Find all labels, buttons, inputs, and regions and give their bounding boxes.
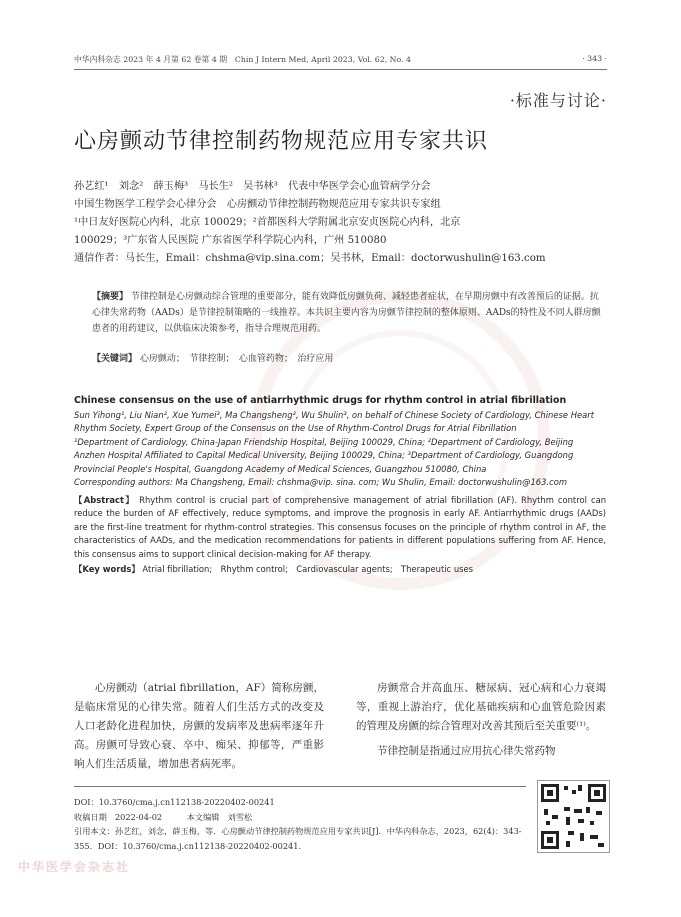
keywords-label: 【关键词】 [92, 354, 138, 364]
doi-line: DOI：10.3760/cma.j.cn112138-20220402-00241 [74, 797, 275, 807]
english-abstract [74, 494, 606, 562]
affiliation-line: 100029；³广东省人民医院 广东省医学科学院心内科，广州 510080 [74, 235, 387, 246]
received-line: 收稿日期 2022-04-02 本文编辑 刘雪松 [74, 811, 253, 822]
affiliation-line: ¹中日友好医院心内科，北京 100029；²首都医科大学附属北京安贞医院心内科，北京 [74, 217, 461, 228]
english-title: Chinese consensus on the use of antiarrhythmic drugs for rhythm control in atrial fibrillation [74, 395, 567, 406]
qr-code [537, 780, 610, 853]
english-affiliations: ¹Department of Cardiology, China-Japan Friendship Hospital, Beijing 100029, China; ²Department of Cardiology, Beijing Anzhen Hospital Affiliated to Capital Medical University, Beijing 100029, China; ³Department of Cardiology, Guangdong Provincial People's Hospital, Guangdong Academy of Medical Sciences, Guangzhou 510080, China [74, 436, 574, 474]
page-number: · 343 · [582, 54, 607, 63]
abstract-text: 节律控制是心房颤动综合管理的重要部分，能有效降低房颤负荷、减轻患者症状，在早期房颤中有改善预后的证据。抗心律失常药物（AADs）是节律控制策略的一线推荐。本共识主要内容为房颤节律控制的整体原则、AADs的特性及不同人群房颤患者的用药建议，以供临床决策参考，指导合理规范用药。 [92, 292, 601, 334]
abstract-label: 【摘要】 [92, 292, 129, 302]
publisher-logo: 中华医学会杂志社 [18, 860, 131, 874]
body-paragraph: 房颤常合并高血压、糖尿病、冠心病和心力衰竭等，重视上游治疗，优化基础疾病和心血管危险因素的管理及房颤的综合管理对改善其预后至关重要⁽¹⁾。 [356, 682, 606, 732]
chinese-abstract [92, 289, 604, 337]
corresponding-line: 通信作者：马长生，Email：chshma@vip.sina.com；吴书林，Email：doctorwushulin@163.com [74, 253, 546, 264]
section-label: ·标准与讨论· [509, 91, 607, 110]
english-authors: Sun Yihong¹, Liu Nian², Xue Yumei³, Ma Changsheng², Wu Shulin³, on behalf of Chinese Society of Cardiology, Chinese Heart Rhythm Society, Expert Group of the Consensus on the Use of Rhythm-Control Drugs for Atrial Fibrillation [74, 409, 594, 433]
english-abstract-text: Rhythm control is crucial part of comprehensive management of atrial fibrillation (AF). Rhythm control can reduce the burden of AF effectively, reduce symptoms, and improve the prognosis in early AF. Antiarrhythmic drugs (AADs) are the first-line treatment for rhythm-control strategies. This consensus focuses on the principle of rhythm control in AF, the characteristics of AADs, and the medication recommendations for patients in different populations suffering from AF. Hence, this consensus aims to support clinical decision-making for AF therapy. [74, 494, 607, 559]
article-title: 心房颤动节律控制药物规范应用专家共识 [74, 129, 489, 154]
header-rule [74, 69, 607, 70]
author-line: 孙艺红¹ 刘念² 薛玉梅³ 马长生² 吴书林³ 代表中华医学会心血管病学分会 [74, 181, 431, 192]
english-abstract-block [74, 394, 606, 577]
english-abstract-label: 【Abstract】 [74, 494, 136, 505]
english-keywords [74, 563, 606, 577]
author-line: 中国生物医学工程学会心律分会 心房颤动节律控制药物规范应用专家共识专家组 [74, 199, 441, 210]
journal-line: 中华内科杂志 2023 年 4 月第 62 卷第 4 期 Chin J Intern Med, April 2023, Vol. 62, No. 4 [74, 55, 411, 64]
keywords-text: 心房颤动； 节律控制； 心血管药物； 治疗应用 [139, 354, 334, 364]
body-column-1: 心房颤动（atrial fibrillation，AF）简称房颤，是临床常见的心律失常。随着人们生活方式的改变及人口老龄化进程加快，房颤的发病率及患病率逐年升高。房颤可导致心衰、卒中、痴呆、抑郁等，严重影响人们生活质量，增加患者病死率。 [74, 682, 324, 770]
body-column-2 [356, 679, 606, 761]
chinese-keywords [92, 351, 333, 364]
english-keywords-text: Atrial fibrillation; Rhythm control; Cardiovascular agents; Therapeutic uses [142, 564, 474, 574]
footer-rule [74, 786, 526, 787]
citation-line: 引用本文：孙艺红，刘念，薛玉梅，等．心房颤动节律控制药物规范应用专家共识[J]．中华内科杂志，2023，62(4)：343-355．DOI：10.3760/cma.j.cn112138-20220402-00241. [74, 826, 522, 851]
running-header [74, 54, 607, 65]
body-paragraph: 节律控制是指通过应用抗心律失常药物 [377, 745, 556, 757]
chinese-authors-affiliations [74, 178, 604, 268]
article-footer [74, 795, 534, 853]
english-corresponding: Corresponding authors: Ma Changsheng, Email: chshma@vip. sina. com; Wu Shulin, Email: doctorwushulin@163.com [74, 477, 568, 487]
english-keywords-label: 【Key words】 [74, 564, 140, 574]
